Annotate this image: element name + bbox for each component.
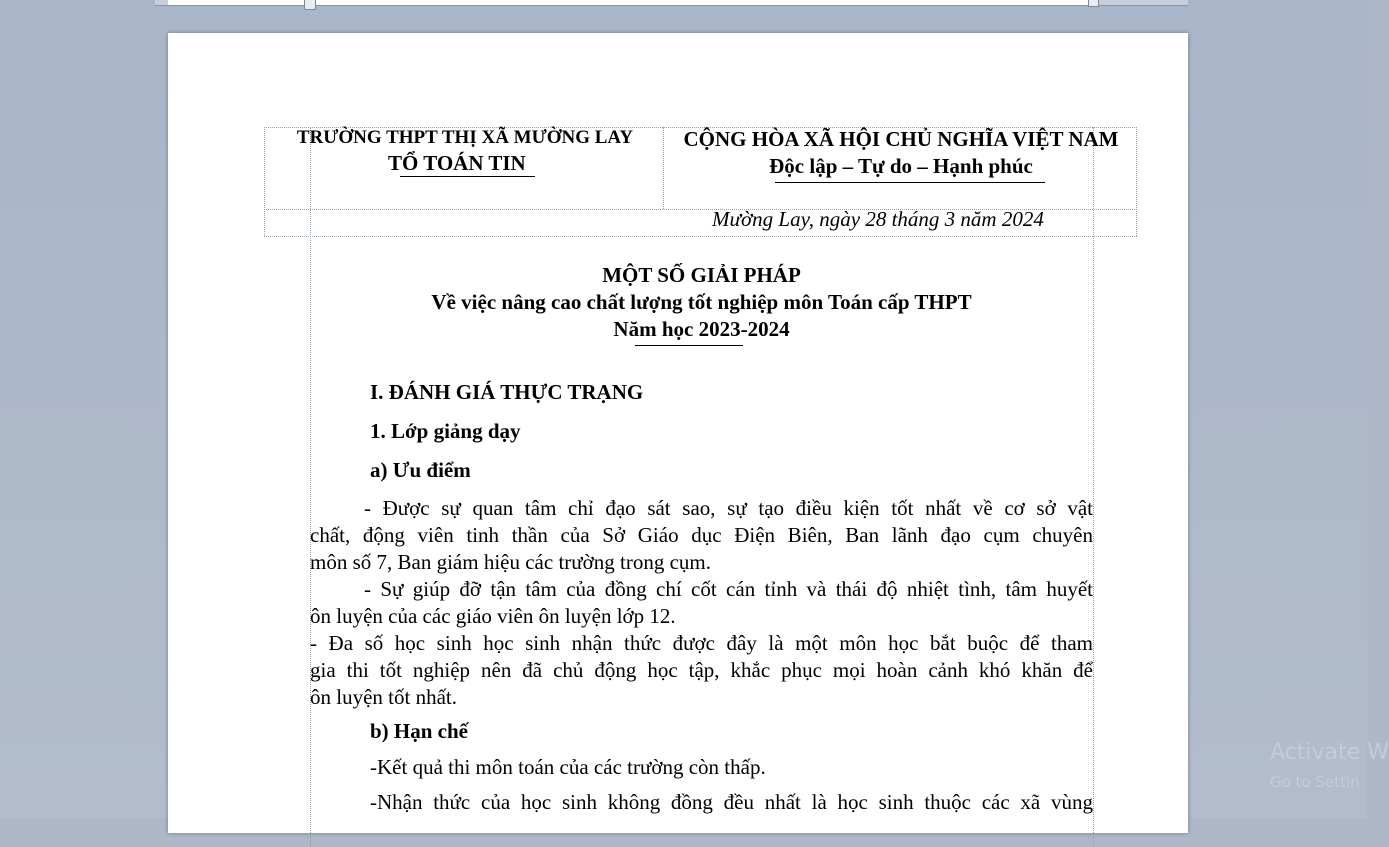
text-boundary-left [310, 127, 311, 847]
activation-watermark-title: Activate W [1270, 740, 1389, 765]
paragraph-line: gia thi tốt nghiệp nên đã chủ động học tập, khắc phục mọi hoàn cảnh khó khăn để [310, 658, 1093, 682]
right-indent-marker-icon[interactable] [1088, 0, 1099, 7]
paragraph-line: ôn luyện của các giáo viên ôn luyện lớp 12. [310, 604, 676, 628]
table-gridline [663, 127, 664, 209]
school-year-underline [635, 345, 743, 346]
limitation-item: -Nhận thức của học sinh không đồng đều nhất là học sinh thuộc các xã vùng [370, 790, 1093, 814]
table-gridline [1136, 127, 1137, 236]
document-page[interactable] [168, 33, 1188, 833]
place-date: Mường Lay, ngày 28 tháng 3 năm 2024 [712, 207, 1044, 231]
section-heading: I. ĐÁNH GIÁ THỰC TRẠNG [370, 380, 644, 404]
text-boundary-right [1093, 127, 1094, 847]
table-gridline [264, 236, 1137, 237]
document-subtitle: Về việc nâng cao chất lượng tốt nghiệp môn Toán cấp THPT [431, 290, 972, 314]
ruler-margin-right [1092, 0, 1188, 6]
department-underline [400, 176, 535, 177]
table-gridline [264, 127, 265, 236]
republic-name: CỘNG HÒA XÃ HỘI CHỦ NGHĨA VIỆT NAM [683, 127, 1119, 151]
limitations-heading: b) Hạn chế [370, 719, 469, 743]
paragraph-line: chất, động viên tinh thần của Sở Giáo dục Điện Biên, Ban lãnh đạo cụm chuyên [310, 523, 1093, 547]
activation-watermark-subtitle: Go to Settin [1270, 773, 1360, 791]
national-motto: Độc lập – Tự do – Hạnh phúc [769, 154, 1033, 178]
paragraph-line: - Đa số học sinh học sinh nhận thức được đây là một môn học bắt buộc để tham [310, 631, 1093, 655]
horizontal-ruler[interactable] [168, 0, 1188, 6]
subsection-heading: 1. Lớp giảng dạy [370, 419, 521, 443]
paragraph-line: ôn luyện tốt nhất. [310, 685, 457, 709]
ruler-margin-left [155, 0, 168, 6]
advantages-heading: a) Ưu điểm [370, 458, 471, 482]
school-name: TRƯỜNG THPT THỊ XÃ MƯỜNG LAY [296, 127, 634, 148]
department-name: TỔ TOÁN TIN [388, 151, 526, 175]
paragraph-line: - Được sự quan tâm chỉ đạo sát sao, sự tạo điều kiện tốt nhất về cơ sở vật [364, 496, 1093, 520]
motto-underline [775, 182, 1045, 183]
limitation-item: -Kết quả thi môn toán của các trường còn thấp. [370, 755, 766, 779]
paragraph-line: môn số 7, Ban giám hiệu các trường trong cụm. [310, 550, 711, 574]
document-title: MỘT SỐ GIẢI PHÁP [602, 263, 801, 287]
school-year: Năm học 2023-2024 [613, 317, 790, 341]
paragraph-line: - Sự giúp đỡ tận tâm của đồng chí cốt cán tỉnh và thái độ nhiệt tình, tâm huyết [364, 577, 1093, 601]
indent-marker-icon[interactable] [304, 0, 316, 10]
